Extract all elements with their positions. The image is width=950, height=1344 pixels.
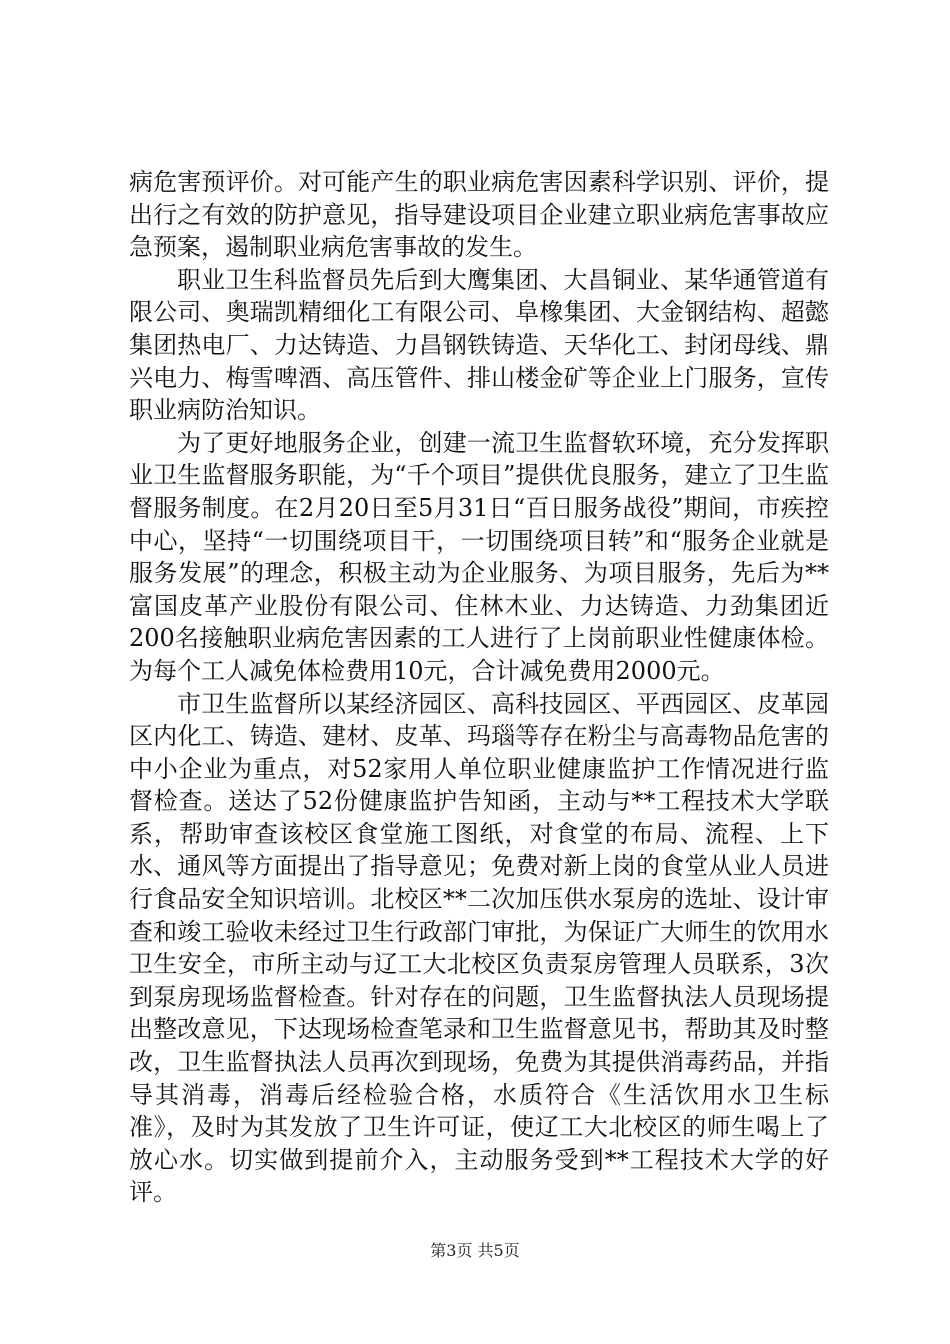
paragraph-inspection: 市卫生监督所以某经济园区、高科技园区、平西园区、皮革园区内化工、铸造、建材、皮革、玛瑙等存在粉尘与高毒物品危害的中小企业为重点，对52家用人单位职业健康监护工作情况进行监督检查。送达了52份健康监护告知函，主动与**工程技术大学联系，帮助审查该校区食堂施工图纸，对食堂的布局、流程、上下水、通风等方面提出了指导意见；免费对新上岗的食堂从业人员进行食品安全知识培训。北校区**二次加压供水泵房的选址、设计审查和竣工验收未经过卫生行政部门审批，为保证广大师生的饮用水卫生安全，市所主动与辽工大北校区负责泵房管理人员联系，3次到泵房现场监督检查。针对存在的问题，卫生监督执法人员现场提出整改意见，下达现场检查笔录和卫生监督意见书，帮助其及时整改，卫生监督执法人员再次到现场，免费为其提供消毒药品，并指导其消毒，消毒后经检验合格，水质符合《生活饮用水卫生标准》，及时为其发放了卫生许可证，使辽工大北校区的师生喝上了放心水。切实做到提前介入，主动服务受到**工程技术大学的好评。 bbox=[129, 689, 829, 1207]
document-body bbox=[129, 166, 829, 1209]
paragraph-service: 为了更好地服务企业，创建一流卫生监督软环境，充分发挥职业卫生监督服务职能，为“千个项目”提供优良服务，建立了卫生监督服务制度。在2月20日至5月31日“百日服务战役”期间，市疾控中心，坚持“一切围绕项目干，一切围绕项目转”和“服务企业就是服务发展”的理念，积极主动为企业服务、为项目服务，先后为**富国皮革产业股份有限公司、住林木业、力达铸造、力劲集团近200名接触职业病危害因素的工人进行了上岗前职业性健康体检。为每个工人减免体检费用10元，合计减免费用2000元。 bbox=[129, 428, 829, 685]
page-footer bbox=[0, 1241, 950, 1261]
paragraph-continuation: 病危害预评价。对可能产生的职业病危害因素科学识别、评价，提出行之有效的防护意见，指导建设项目企业建立职业病危害事故应急预案，遏制职业病危害事故的发生。 bbox=[129, 168, 829, 262]
page-number: 第3页 共5页 bbox=[430, 1241, 520, 1260]
paragraph-visits: 职业卫生科监督员先后到大鹰集团、大昌铜业、某华通管道有限公司、奥瑞凯精细化工有限公司、阜橡集团、大金钢结构、超懿集团热电厂、力达铸造、力昌钢铁铸造、天华化工、封闭母线、鼎兴电力、梅雪啤酒、高压管件、排山楼金矿等企业上门服务，宣传职业病防治知识。 bbox=[129, 265, 829, 425]
